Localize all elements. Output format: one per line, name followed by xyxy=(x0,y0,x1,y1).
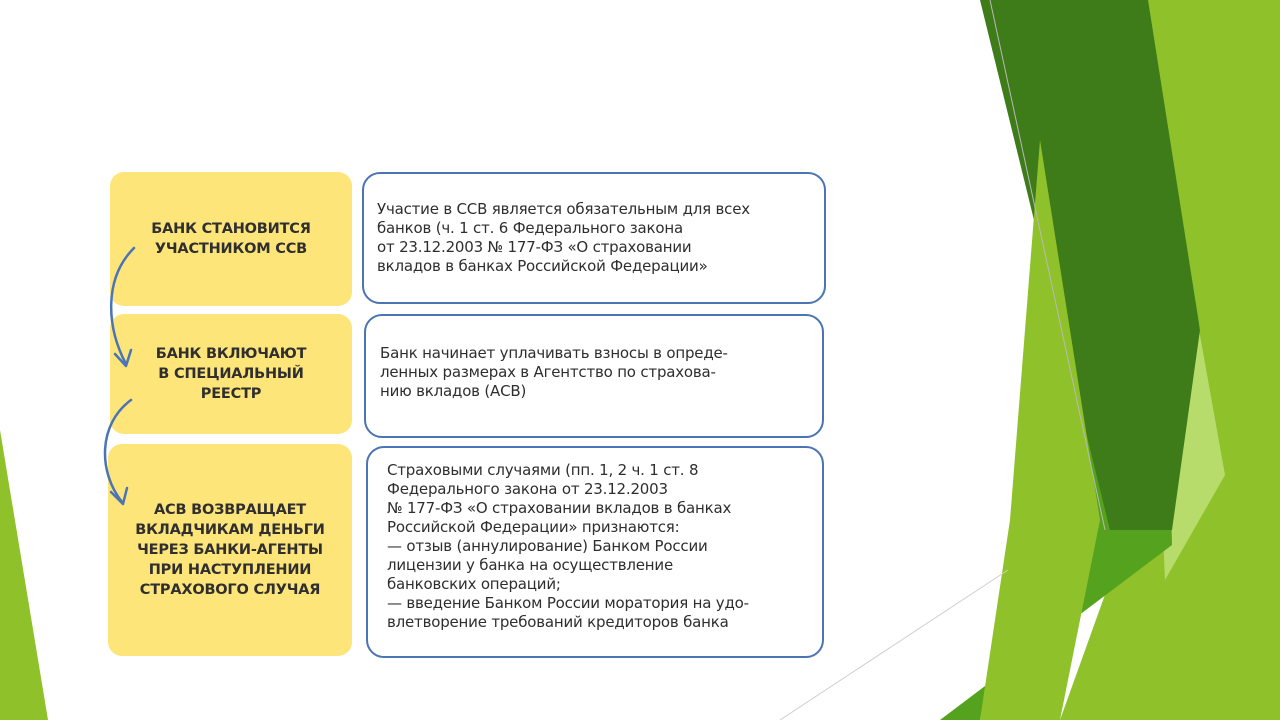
description-text-2: Банк начинает уплачивать взносы в опреде- ленных размерах в Агентство по страхова- нию вкладов (АСВ) xyxy=(380,344,728,400)
description-text-1: Участие в ССВ является обязательным для всех банков (ч. 1 ст. 6 Федерального закона от 23.12.2003 № 177-ФЗ «О страховании вкладов в банках Российской Федерации» xyxy=(377,200,750,275)
left-edge-green-shape xyxy=(0,430,48,720)
description-box-3 xyxy=(366,446,824,658)
description-box-2 xyxy=(364,314,824,438)
step-box-1 xyxy=(110,172,352,306)
step-label-2: БАНК ВКЛЮЧАЮТ В СПЕЦИАЛЬНЫЙ РЕЕСТР xyxy=(155,346,307,402)
description-text-3: Страховыми случаями (пп. 1, 2 ч. 1 ст. 8 Федерального закона от 23.12.2003 № 177-ФЗ «О страховании вкладов в банках Российской Федерации» признаются: — отзыв (аннулирование) Банком России лицензии у банка на осуществление банковских операций; — введение Банком России моратория на удо- влетворение требований кредиторов банка xyxy=(387,461,749,631)
step-label-3: АСВ ВОЗВРАЩАЕТ ВКЛАДЧИКАМ ДЕНЬГИ ЧЕРЕЗ БАНКИ-АГЕНТЫ ПРИ НАСТУПЛЕНИИ СТРАХОВОГО СЛУЧАЯ xyxy=(135,502,325,598)
description-box-1 xyxy=(362,172,826,304)
step-box-2 xyxy=(110,314,352,434)
step-box-3 xyxy=(108,444,352,656)
step-label-1: БАНК СТАНОВИТСЯ УЧАСТНИКОМ ССВ xyxy=(151,221,311,257)
